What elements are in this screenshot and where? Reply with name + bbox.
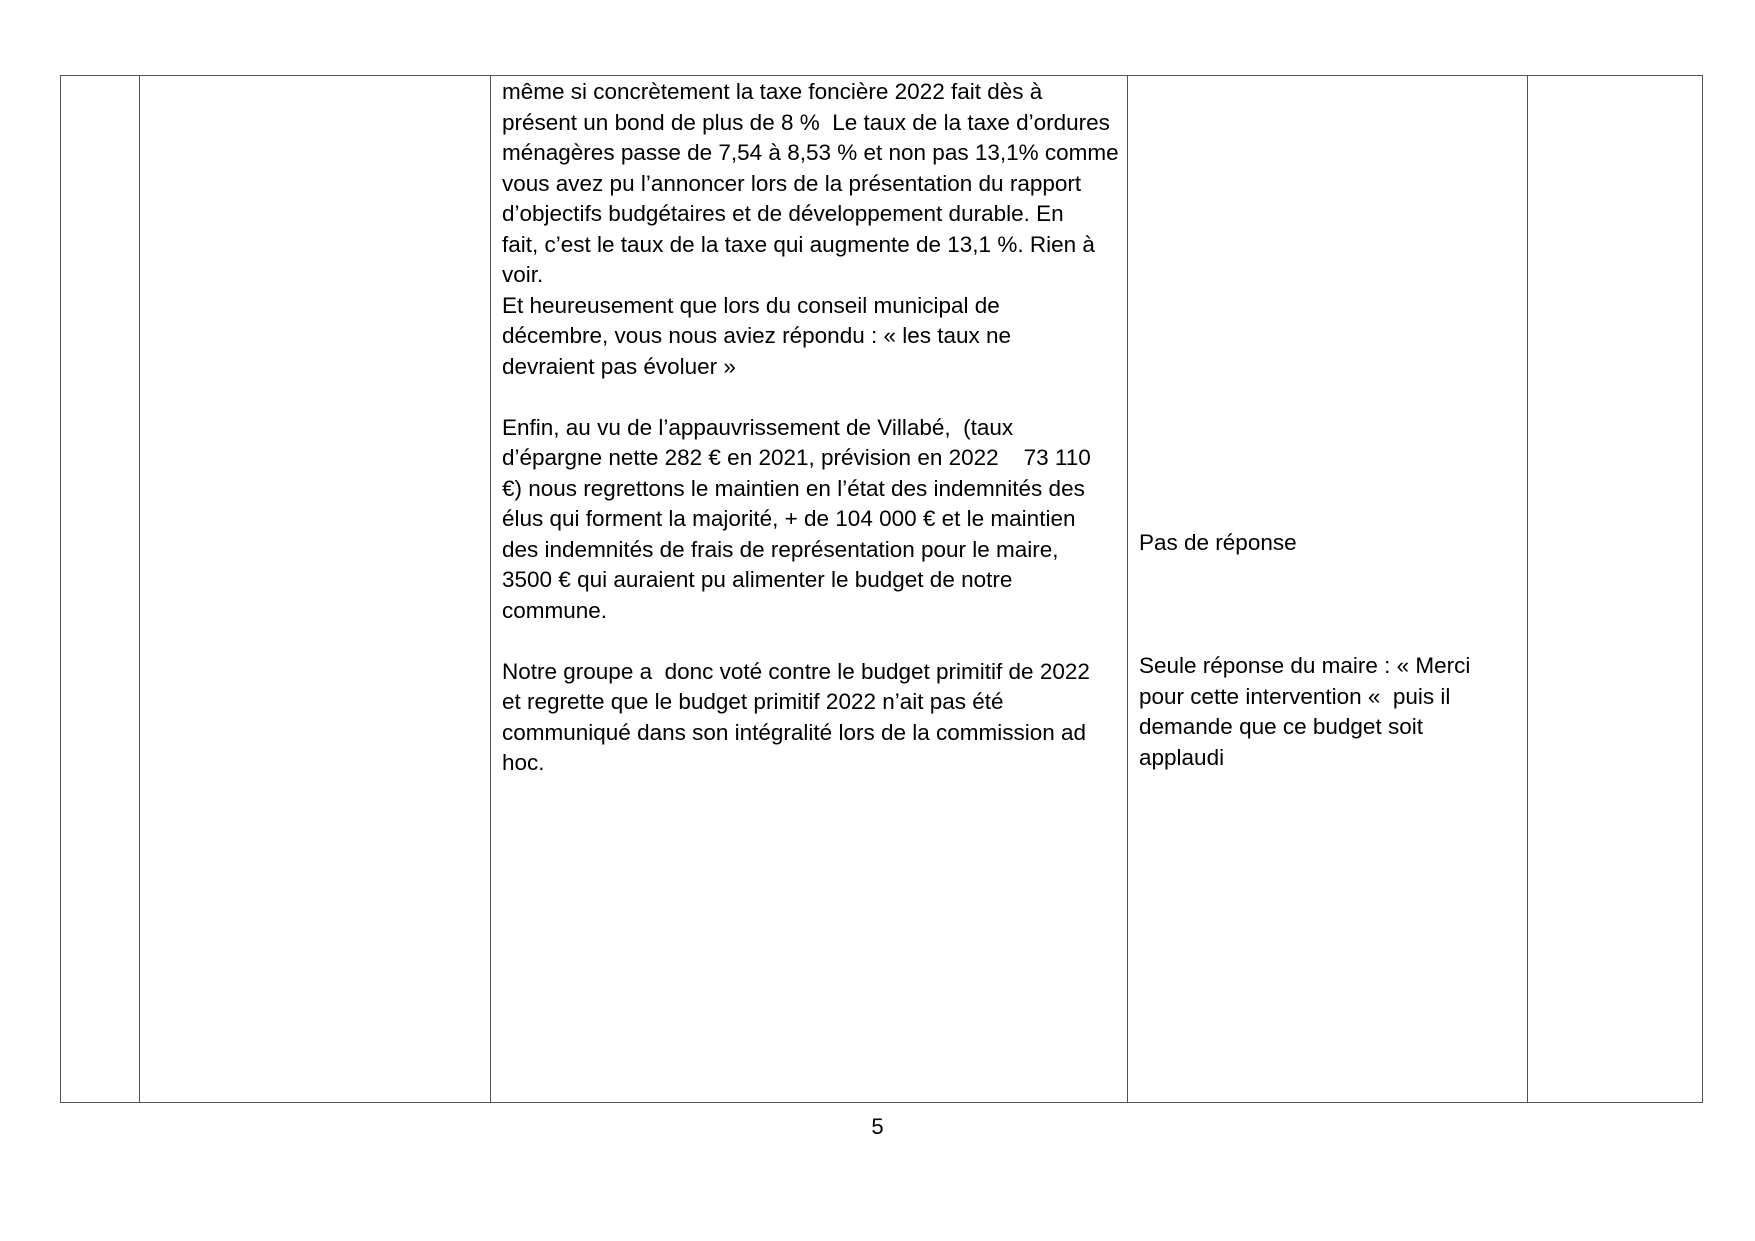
page-number: 5 <box>871 1114 884 1139</box>
table-column-intervention <box>491 76 1128 1102</box>
table-column-response <box>1128 76 1528 1102</box>
table-column-5 <box>1528 76 1702 1102</box>
intervention-text <box>502 77 1122 779</box>
table-column-2 <box>140 76 491 1102</box>
intervention-paragraph-3: Notre groupe a donc voté contre le budget primitif de 2022 et regrette que le budget primitif 2022 n’ait pas été communiqué dans son intégralité lors de la commission ad hoc. <box>502 658 1090 775</box>
response-text-1: Pas de réponse <box>1139 530 1297 555</box>
intervention-paragraph-2: Enfin, au vu de l’appauvrissement de Villabé, (taux d’épargne nette 282 € en 2021, prévision en 2022 73 110 €) nous regrettons le maintien en l’état des indemnités des élus qui forment la majorité, + de 104 000 € et le maintien des indemnités de frais de représentation pour le maire, 3500 € qui auraient pu alimenter le budget de notre commune. <box>502 414 1091 623</box>
document-table <box>60 75 1703 1103</box>
table-column-1 <box>61 76 140 1102</box>
response-text-2: Seule réponse du maire : « Merci pour cette intervention « puis il demande que ce budget soit applaudi <box>1139 653 1471 770</box>
intervention-paragraph-1: même si concrètement la taxe foncière 2022 fait dès à présent un bond de plus de 8 % Le taux de la taxe d’ordures ménagères passe de 7,54 à 8,53 % et non pas 13,1% comme vous avez pu l’annoncer lors de la présentation du rapport d’objectifs budgétaires et de développement durable. En fait, c’est le taux de la taxe qui augmente de 13,1 %. Rien à voir. Et heureusement que lors du conseil municipal de décembre, vous nous aviez répondu : « les taux ne devraient pas évoluer » <box>502 79 1119 379</box>
